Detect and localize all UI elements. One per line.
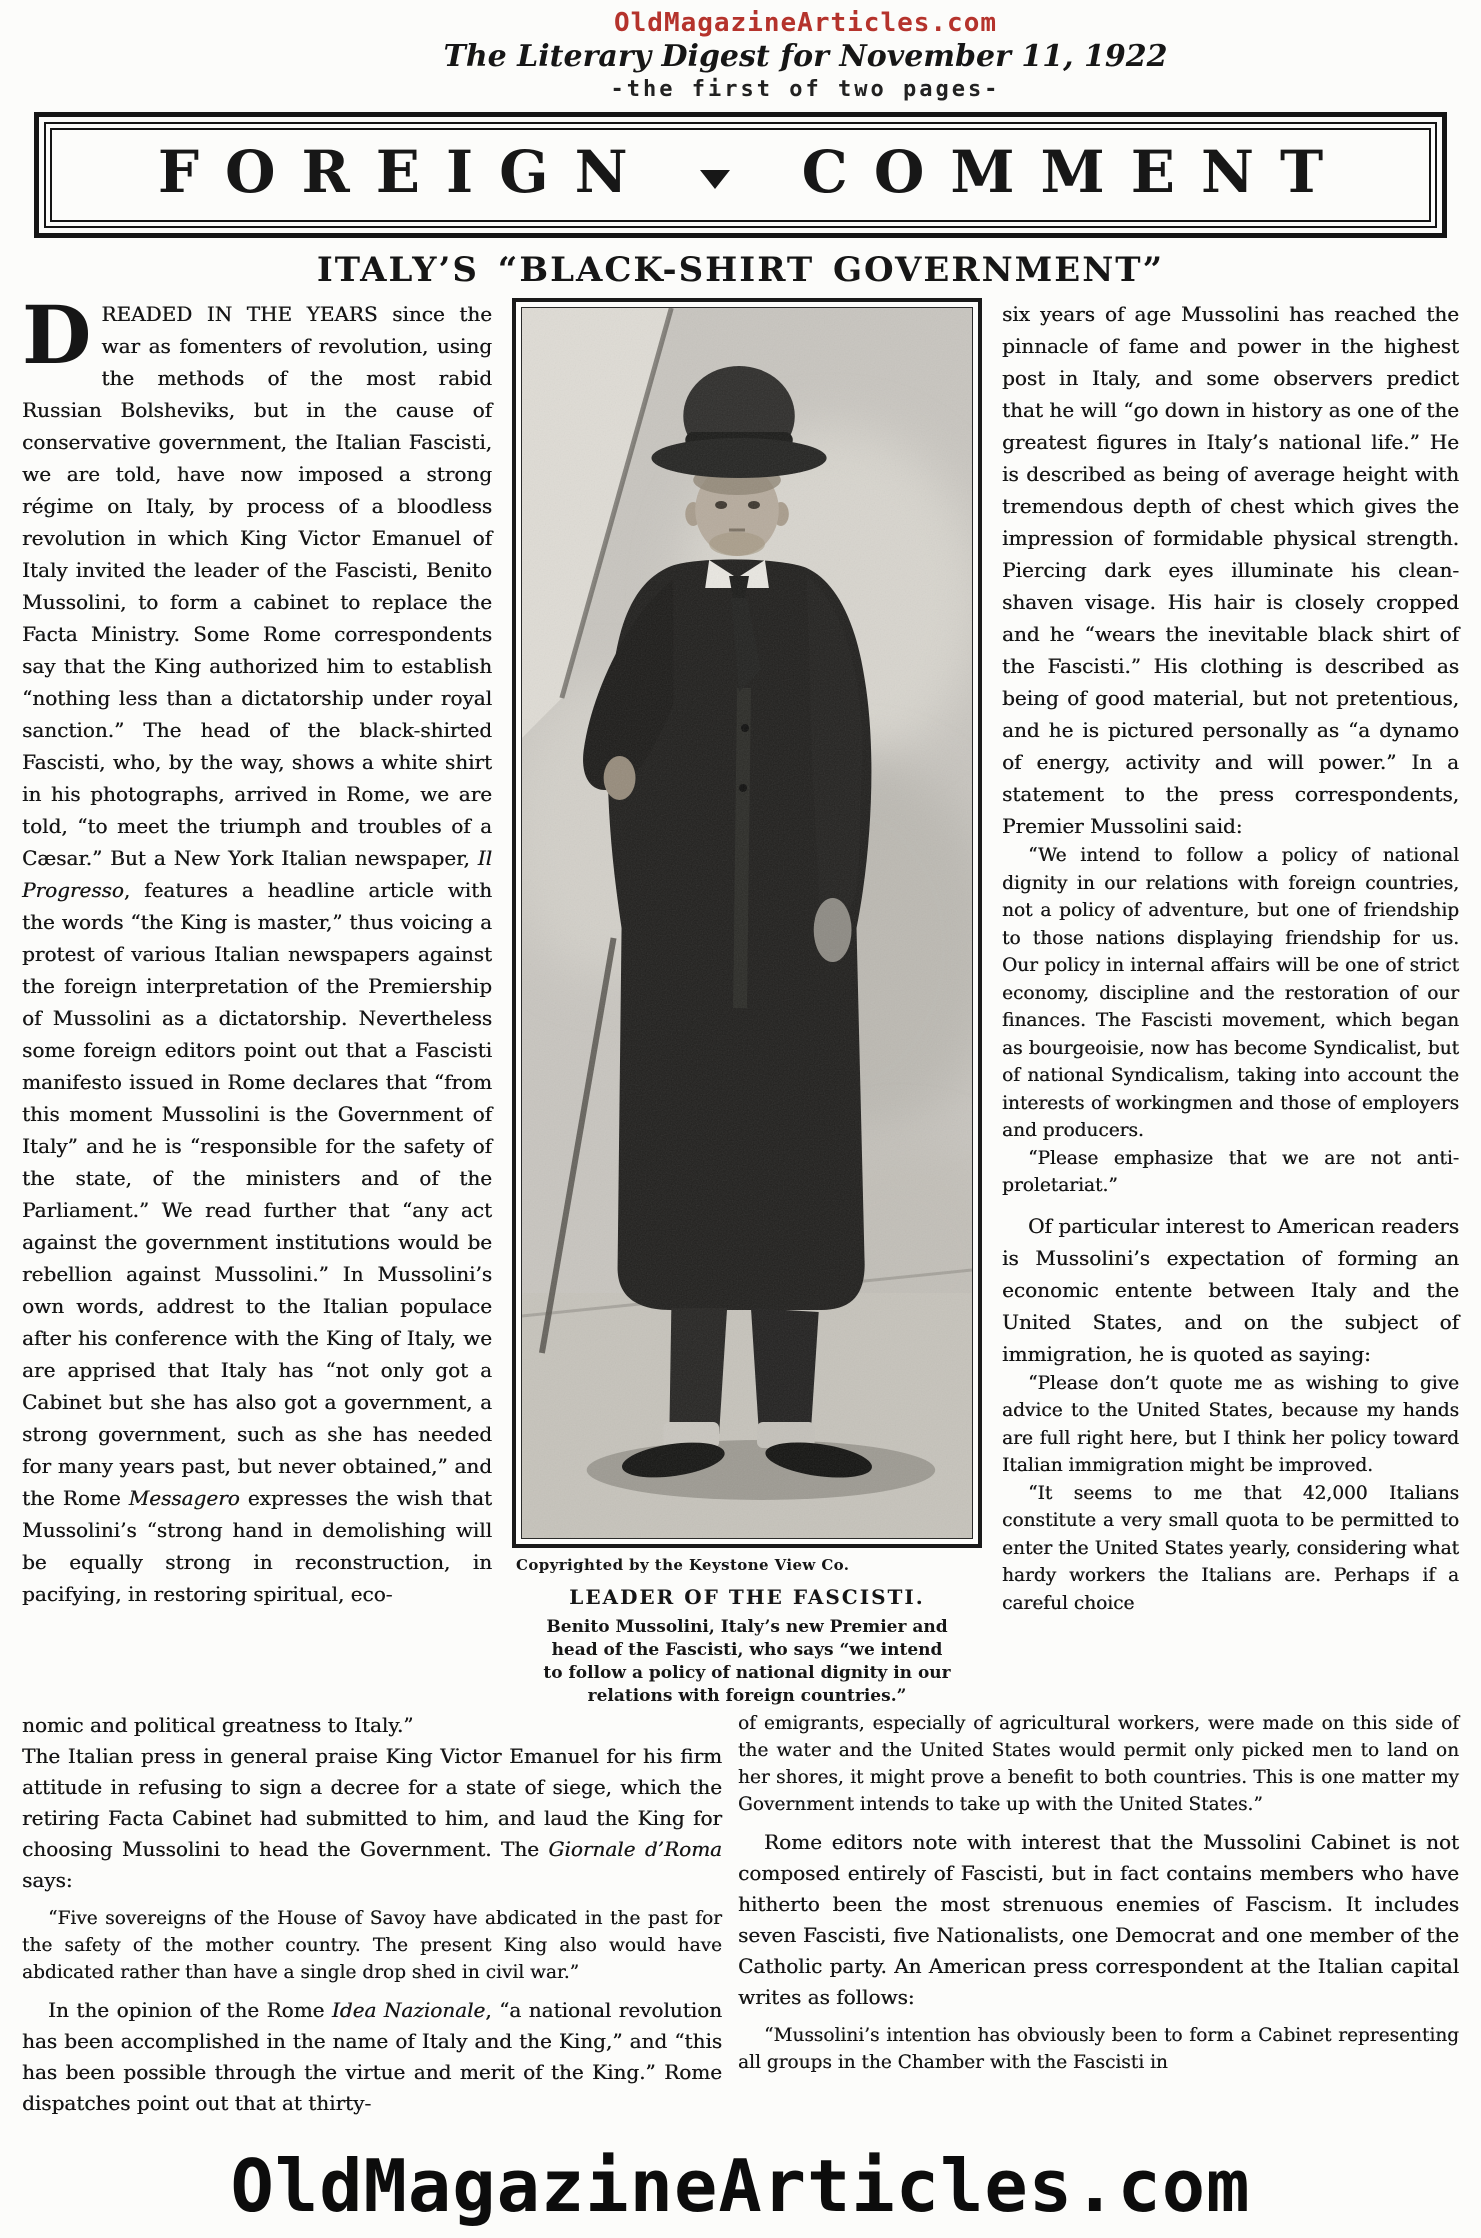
journal-title: The Literary Digest for November 11, 1922 xyxy=(443,39,1168,74)
banner-word-comment: COMMENT xyxy=(801,138,1350,206)
caption-text: Benito Mussolini, Italy’s new Premier and head of the Fascisti, who says “we intend to follow a policy of national dignity in our relations with foreign countries.” xyxy=(543,1617,951,1706)
newspaper-name-italic: Giornale d’Roma xyxy=(548,1837,722,1861)
banner-frame-inner xyxy=(50,128,1431,222)
bottom-paragraph xyxy=(22,1741,722,1896)
mussolini-photo xyxy=(522,308,972,1538)
banner-frame-middle xyxy=(44,122,1437,228)
site-header-text: OldMagazineArticles.com xyxy=(613,8,998,38)
text-segment: The Italian press in general praise King Victor Emanuel for his firm attitude in refusing to sign a decree for a state of siege, which the retiring Facta Cabinet had submitted to him, and laud the King for choosing Mussolini to head the Government. The xyxy=(22,1744,722,1861)
newspaper-name-italic: Il Progresso xyxy=(22,846,492,902)
right-column xyxy=(1002,298,1459,1708)
pages-note: -the first of two pages- xyxy=(610,77,1001,102)
photo-credit: Copyrighted by the Keystone View Co. xyxy=(516,1556,850,1574)
bottom-paragraph: Rome editors note with interest that the Mussolini Cabinet is not composed entirely of Fascisti, but in fact contains members who have hitherto been the most strenuous enemies of Fascism. It includes seven Fascisti, five Nationalists, one Democrat and one member of the Catholic party. An American press correspondent at the Italian capital writes as follows: xyxy=(738,1830,1459,2009)
text-segment: READED IN THE YEARS since the war as fomenters of revolution, using the methods of the most rabid Russian Bolsheviks, but in the cause of conservative government, the Italian Fascisti, we are told, have now imposed a strong régime on Italy, by process of a bloodless revolution in which King Victor Emanuel of Italy invited the leader of the Fascisti, Benito Mussolini, to form a cabinet to replace the Facta Ministry. Some Rome correspondents say that the King authorized him to establish “nothing less than a dictatorship under royal sanction.” The head of the black-shirted Fascisti, who, by the way, shows a white shirt in his photographs, arrived in Rome, we are told, “to meet the triumph and troubles of a Cæsar.” But a New York Italian newspaper, xyxy=(22,302,492,870)
newspaper-name-italic: Messagero xyxy=(128,1486,240,1510)
photo-frame xyxy=(512,298,982,1548)
diamond-separator-icon xyxy=(700,170,730,189)
paragraph-continuation: nomic and political greatness to Italy.” xyxy=(22,1713,414,1737)
text-segment: , “a national revolution has been accomplished in the name of Italy and the King,” and “this has been possible through the virtue and merit of the King.” Rome dispatches point out that at thirty- xyxy=(22,1998,723,2115)
mussolini-quote: “It seems to me that 42,000 Italians constitute a very small quota to be permitted to enter the United States yearly, considering what hardy workers the Italians are. Perhaps if a careful choice xyxy=(1002,1482,1459,1614)
left-column xyxy=(22,288,492,1708)
left-column-paragraph xyxy=(22,288,492,1610)
text-segment: says: xyxy=(22,1868,73,1892)
newspaper-name-italic: Idea Nazionale xyxy=(331,1998,486,2022)
mussolini-quote: “Please don’t quote me as wishing to give advice to the United States, because my hands are full right here, but I think her policy toward Italian immigration might be improved. xyxy=(1002,1372,1459,1476)
bottom-section xyxy=(0,1708,1481,2119)
banner-frame xyxy=(34,112,1447,238)
text-segment: , features a headline article with the words “the King is master,” thus voicing a protest of various Italian newspapers against the foreign interpretation of the Premiership of Mussolini as a dictatorship. Nevertheless some foreign editors point out that a Fascisti manifesto issued in Rome declares that “from this moment Mussolini is the Government of Italy” and he is “responsible for the safety of the state, of the ministers and of the Parliament.” We read further that “any act against the government institutions would be rebellion against Mussolini.” In Mussolini’s own words, addrest to the Italian populace after his conference with the King of Italy, we are apprised that Italy has “not only got a Cabinet but she has also got a government, a strong government, such as she has needed for many years past, but never obtained,” and the Rome xyxy=(22,878,492,1510)
bottom-right-section xyxy=(738,1710,1459,2119)
mussolini-quote: “We intend to follow a policy of national dignity in our relations with foreign countries, not a policy of adventure, but one of friendship to those nations displaying friendship for us. Our policy in internal affairs will be one of strict economy, discipline and the restoration of our finances. The Fascisti movement, which began as bourgeoisie, now has become Syndicalist, but of national Syndicalism, taking into account the interests of workingmen and those of employers and producers. xyxy=(1002,845,1459,1141)
correspondent-quote: “Mussolini’s intention has obviously been to form a Cabinet representing all groups in the Chamber with the Fascisti in xyxy=(738,2025,1459,2073)
press-quote: “Five sovereigns of the House of Savoy have abdicated in the past for the safety of the mother country. The present King also would have abdicated rather than have a single drop shed in civil war.” xyxy=(22,1908,722,1983)
footer-site-text: OldMagazineArticles.com xyxy=(230,2144,1251,2228)
right-column-paragraph: six years of age Mussolini has reached the pinnacle of fame and power in the highest post in Italy, and some observers predict that he will “go down in history as one of the greatest figures in Italy’s national life.” He is described as being of average height with tremendous depth of chest which gives the impression of formidable physical strength. Piercing dark eyes illuminate his clean-shaven visage. His hair is closely cropped and he “wears the inevitable black shirt of the Fascisti.” His clothing is described as being of good material, but not pretentious, and he is pictured personally as “a dynamo of energy, activity and will power.” In a statement to the press correspondents, Premier Mussolini said: xyxy=(1002,302,1459,838)
text-segment: In the opinion of the Rome xyxy=(48,1998,332,2022)
caption-title: LEADER OF THE FASCISTI. xyxy=(569,1585,925,1609)
bottom-paragraph xyxy=(22,1995,722,2119)
article-headline: ITALY’S “BLACK-SHIRT GOVERNMENT” xyxy=(316,250,1165,290)
drop-cap: D xyxy=(22,288,92,382)
photo-frame-inner xyxy=(521,307,973,1539)
bottom-left-section xyxy=(22,1710,722,2119)
text-segment: expresses the wish that Mussolini’s “strong hand in demolishing will be equally strong in reconstruction, in pacifying, in restoring spiritual, eco- xyxy=(22,1486,492,1606)
photo-column xyxy=(504,298,990,1708)
right-column-paragraph: Of particular interest to American readers is Mussolini’s expectation of forming an economic entente between Italy and the United States, and on the subject of immigration, he is quoted as saying: xyxy=(1002,1213,1459,1366)
mussolini-quote: “Please emphasize that we are not anti-proletariat.” xyxy=(1002,1147,1459,1196)
page-header xyxy=(0,0,1481,104)
banner-word-foreign: FOREIGN xyxy=(157,138,654,206)
quote-continuation: of emigrants, especially of agricultural workers, were made on this side of the water and the United States would permit only picked men to land on her shores, it might prove a benefit to both countries. This is one matter my Government intends to take up with the United States.” xyxy=(738,1713,1459,1815)
article-columns xyxy=(0,288,1481,1708)
